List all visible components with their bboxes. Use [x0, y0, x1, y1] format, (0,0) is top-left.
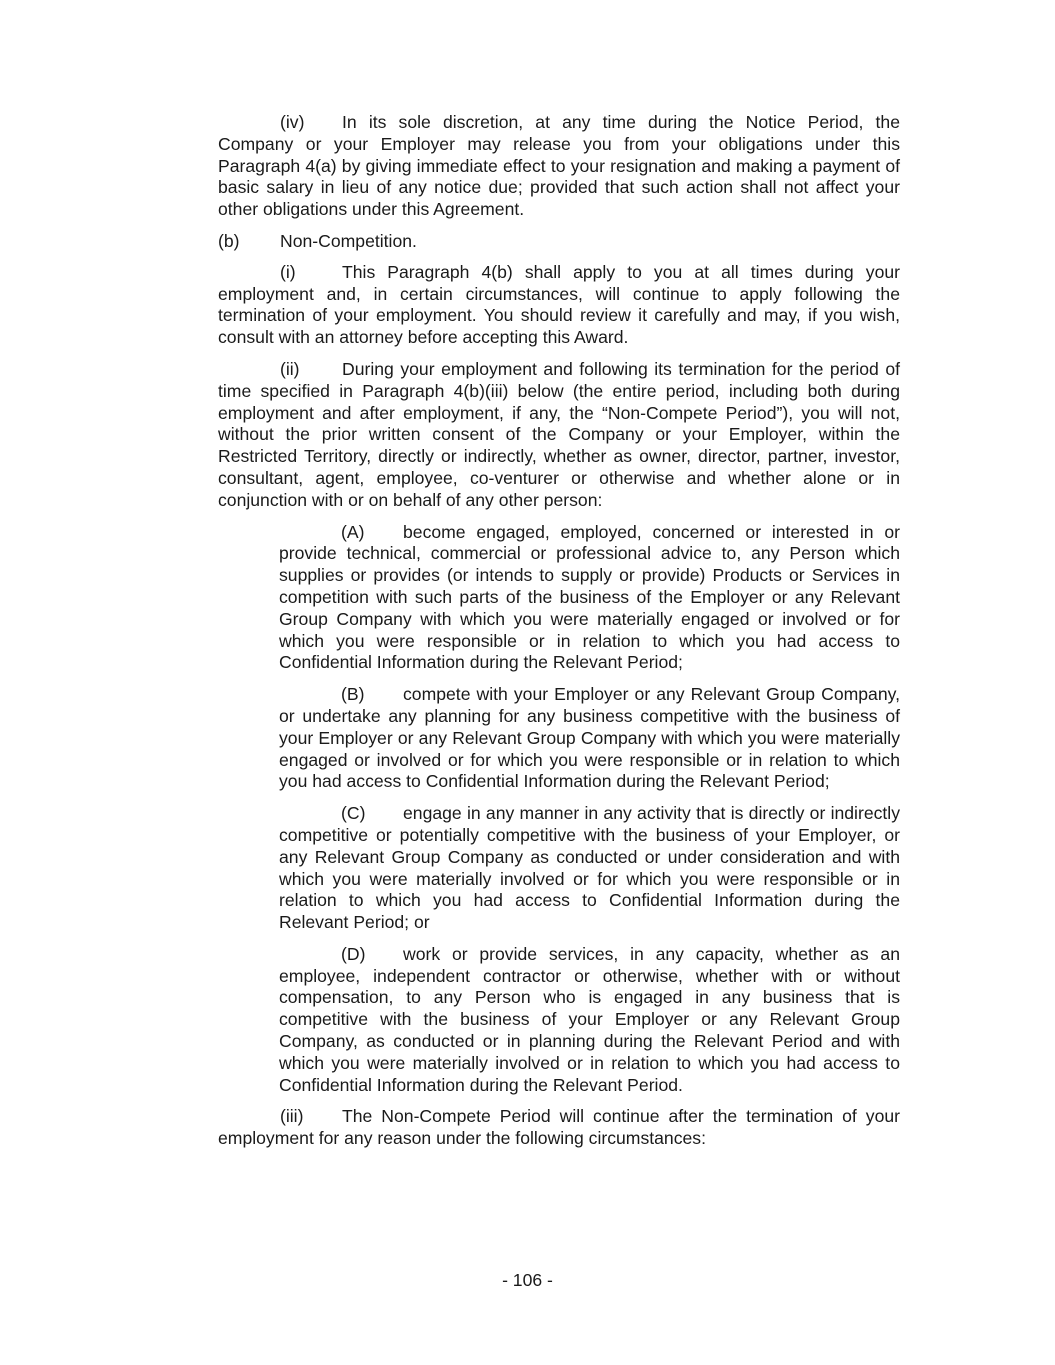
subparagraph-text: work or provide services, in any capacity, whether as an employee, independent contractor or otherwise, whether with or without compensation, to any Person who is engaged in any business that is competitive with the business of your Employer or any Relevant Group Company, as conducted or in planning during the Relevant Period and with which you were materially involved or in relation to which you had access to Confidential Information during the Relevant Period.: [279, 943, 900, 1095]
paragraph-iv: [218, 112, 900, 221]
subparagraph-B: [279, 684, 900, 793]
paragraph-label: (iv): [280, 112, 305, 132]
subparagraph-C: [279, 803, 900, 934]
paragraph-label: (ii): [280, 358, 300, 379]
subparagraph-label: (B): [341, 684, 365, 705]
paragraph-text: In its sole discretion, at any time during the Notice Period, the Company or your Employer may release you from your obligations under this Paragraph 4(a) by giving immediate effect to your resignation and making a payment of basic salary in lieu of any notice due; provided that such action shall not affect your other obligations under this Agreement.: [218, 112, 900, 220]
subparagraph-A: [279, 522, 900, 675]
paragraph-label: (iii): [280, 1106, 304, 1127]
paragraph-text: The Non-Compete Period will continue after the termination of your employment for any reason under the following circumstances:: [218, 1106, 900, 1149]
paragraph-iii: [218, 1106, 900, 1150]
paragraph-label: (i): [280, 261, 296, 282]
subparagraph-text: become engaged, employed, concerned or interested in or provide technical, commercial or professional advice to, any Person which supplies or provides (or intends to supply or provide) Products or Services in competition with such parts of the business of the Employer or any Relevant Group Company with which you were materially engaged or involved or for which you were responsible or in relation to which you had access to Confidential Information during the Relevant Period;: [279, 521, 900, 673]
subparagraph-label: (A): [341, 521, 365, 542]
paragraph-ii: [218, 359, 900, 512]
paragraph-text: This Paragraph 4(b) shall apply to you at all times during your employment and, in certain circumstances, will continue to apply following the termination of your employment. You should review it carefully and may, if you wish, consult with an attorney before accepting this Award.: [218, 261, 900, 348]
subparagraph-text: compete with your Employer or any Relevant Group Company, or undertake any planning for any business competitive with the business of your Employer or any Relevant Group Company with which you were materially engaged or involved or for which you were responsible or in relation to which you had access to Confidential Information during the Relevant Period;: [279, 684, 900, 792]
document-body: [218, 112, 900, 1160]
section-label: (b): [218, 230, 240, 251]
subparagraph-text: engage in any manner in any activity that is directly or indirectly competitive or potentially competitive with the business of your Employer, or any Relevant Group Company as conducted or under consideration and with which you were materially involved or for which you were responsible or in relation to which you had access to Confidential Information during the Relevant Period; or: [279, 803, 900, 933]
subparagraph-D: [279, 944, 900, 1097]
page-number: - 106 -: [502, 1270, 553, 1290]
paragraph-text: During your employment and following its termination for the period of time specified in Paragraph 4(b)(iii) below (the entire period, including both during employment and after employment, if any, the “Non-Compete Period”), you will not, without the prior written consent of the Company or your Employer, within the Restricted Territory, directly or indirectly, whether as owner, director, partner, investor, consultant, agent, employee, co-venturer or otherwise and whether alone or in conjunction with or on behalf of any other person:: [218, 358, 900, 510]
paragraph-i: [218, 262, 900, 349]
subparagraph-label: (C): [341, 803, 366, 824]
subparagraph-label: (D): [341, 943, 366, 964]
section-heading: Non-Competition.: [280, 230, 417, 251]
section-b-heading: [218, 231, 900, 253]
